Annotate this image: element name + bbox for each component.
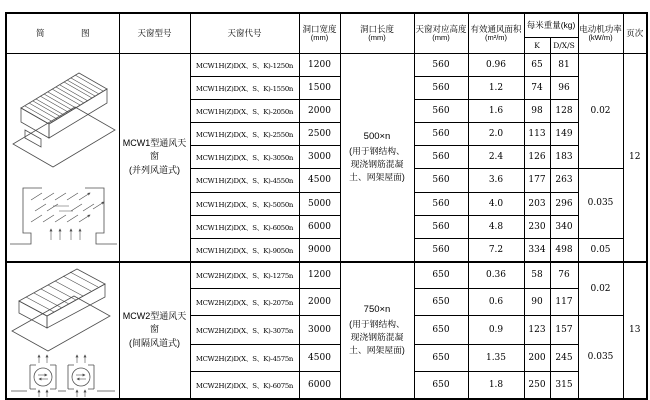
header-weight: 每米重量(kg) (524, 13, 578, 37)
cell-width: 6000 (299, 216, 340, 239)
cell-weight-k: 90 (524, 289, 550, 316)
mcw1-length-cell (340, 53, 414, 262)
header-opening-length (340, 13, 414, 53)
mcw1-length-note-1: (用于钢结构、 (349, 146, 405, 157)
cell-height: 560 (414, 99, 468, 122)
cell-code: MCW1H(Z)D(X、S、K)-1250n (190, 53, 299, 76)
mcw1-length-note-3: 土、网架屋面) (349, 171, 405, 182)
mcw2-length-note-2: 现浇钢筋混凝 (350, 332, 404, 342)
cell-width: 2500 (299, 122, 340, 145)
skylight-spec-table (5, 12, 648, 400)
header-weight-k: K (524, 37, 550, 53)
cell-weight-dxs: 76 (550, 262, 578, 289)
cell-code: MCW1H(Z)D(X、S、K)-3050n (190, 145, 299, 168)
cell-code: MCW2H(Z)D(X、S、K)-6075n (190, 372, 299, 399)
header-opening-length-label: 洞口长度 (359, 24, 394, 35)
cell-weight-dxs: 96 (550, 76, 578, 99)
cell-weight-k: 250 (524, 372, 550, 399)
cell-height: 560 (414, 122, 468, 145)
cell-weight-dxs: 81 (550, 53, 578, 76)
cell-code: MCW1H(Z)D(X、S、K)-1550n (190, 76, 299, 99)
header-weight-dxs: D/X/S (550, 37, 578, 53)
cell-width: 2000 (299, 289, 340, 316)
header-window-height-unit: (mm) (432, 33, 450, 43)
cell-code: MCW1H(Z)D(X、S、K)-2050n (190, 99, 299, 122)
cell-weight-k: 74 (524, 76, 550, 99)
mcw1-motor-power-1: 0.02 (578, 53, 623, 168)
mcw2-length-cell (340, 262, 414, 399)
mcw1-motor-power-3: 0.05 (578, 239, 623, 262)
mcw2-model-name: MCW2型通风天窗 (122, 310, 187, 335)
mcw2-motor-power-1: 0.02 (578, 262, 623, 316)
cell-weight-k: 58 (524, 262, 550, 289)
header-opening-length-unit: (mm) (368, 33, 386, 43)
cell-area: 4.0 (468, 193, 524, 216)
cell-width: 1500 (299, 76, 340, 99)
table-header (6, 13, 647, 53)
cell-height: 650 (414, 289, 468, 316)
cell-height: 650 (414, 316, 468, 345)
cell-weight-k: 200 (524, 345, 550, 372)
cell-height: 650 (414, 262, 468, 289)
header-vent-area-label: 有效通风面积 (470, 24, 522, 35)
cell-weight-k: 177 (524, 168, 550, 193)
mcw2-model-cell (119, 262, 190, 399)
header-opening-width-unit: (mm) (310, 33, 329, 43)
cell-weight-dxs: 340 (550, 216, 578, 239)
cell-height: 560 (414, 145, 468, 168)
cell-weight-dxs: 128 (550, 99, 578, 122)
mcw1-isometric-and-section-diagram (7, 54, 119, 261)
header-window-height (414, 13, 468, 53)
mcw1-model-cell (119, 53, 190, 262)
mcw2-length-value: 750×n (363, 304, 391, 316)
mcw1-model-subtype: (并列风道式) (129, 164, 180, 175)
cell-area: 4.8 (468, 216, 524, 239)
cell-width: 9000 (299, 239, 340, 262)
header-window-height-label: 天窗对应高度 (415, 24, 467, 35)
cell-weight-k: 334 (524, 239, 550, 262)
cell-weight-k: 126 (524, 145, 550, 168)
cell-weight-dxs: 157 (550, 316, 578, 345)
cell-code: MCW1H(Z)D(X、S、K)-6050n (190, 216, 299, 239)
header-code: 天窗代号 (190, 13, 299, 53)
header-vent-area (468, 13, 524, 53)
header-page: 页次 (623, 13, 647, 53)
cell-weight-dxs: 315 (550, 372, 578, 399)
mcw2-isometric-and-section-diagram (7, 263, 119, 398)
cell-code: MCW2H(Z)D(X、S、K)-4575n (190, 345, 299, 372)
header-model: 天窗型号 (119, 13, 190, 53)
cell-code: MCW2H(Z)D(X、S、K)-3075n (190, 316, 299, 345)
cell-weight-k: 65 (524, 53, 550, 76)
cell-height: 560 (414, 53, 468, 76)
cell-code: MCW1H(Z)D(X、S、K)-4550n (190, 168, 299, 193)
cell-height: 560 (414, 193, 468, 216)
cell-weight-dxs: 498 (550, 239, 578, 262)
cell-weight-dxs: 296 (550, 193, 578, 216)
cell-width: 1200 (299, 262, 340, 289)
cell-weight-dxs: 245 (550, 345, 578, 372)
mcw1-motor-power-2: 0.035 (578, 168, 623, 239)
cell-height: 560 (414, 76, 468, 99)
cell-code: MCW1H(Z)D(X、S、K)-2550n (190, 122, 299, 145)
cell-area: 3.6 (468, 168, 524, 193)
mcw2-motor-power-2: 0.035 (578, 316, 623, 399)
header-motor-power-label: 电动机功率 (579, 24, 622, 35)
cell-weight-k: 203 (524, 193, 550, 216)
cell-code: MCW1H(Z)D(X、S、K)-9050n (190, 239, 299, 262)
mcw1-model-name: MCW1型通风天窗 (122, 137, 187, 162)
cell-area: 2.0 (468, 122, 524, 145)
cell-code: MCW2H(Z)D(X、S、K)-1275n (190, 262, 299, 289)
cell-area: 0.6 (468, 289, 524, 316)
cell-weight-k: 98 (524, 99, 550, 122)
header-opening-width-label: 洞口宽度 (302, 24, 337, 35)
mcw2-length-note-1: (用于钢结构、 (349, 319, 405, 330)
mcw1-diagram-cell (6, 53, 119, 262)
cell-area: 1.6 (468, 99, 524, 122)
cell-width: 4500 (299, 345, 340, 372)
mcw2-diagram-cell (6, 262, 119, 399)
table-body (6, 53, 647, 399)
cell-width: 3000 (299, 316, 340, 345)
cell-code: MCW2H(Z)D(X、S、K)-2075n (190, 289, 299, 316)
cell-area: 1.2 (468, 76, 524, 99)
cell-width: 5000 (299, 193, 340, 216)
cell-height: 650 (414, 345, 468, 372)
cell-weight-dxs: 263 (550, 168, 578, 193)
cell-weight-dxs: 183 (550, 145, 578, 168)
header-row-1 (6, 13, 647, 37)
cell-width: 6000 (299, 372, 340, 399)
cell-weight-k: 230 (524, 216, 550, 239)
header-diagram: 简 图 (6, 13, 119, 53)
mcw2-model-subtype: (间隔风道式) (129, 337, 180, 348)
cell-weight-dxs: 117 (550, 289, 578, 316)
cell-height: 560 (414, 168, 468, 193)
cell-area: 0.96 (468, 53, 524, 76)
header-motor-power-unit: (kW/m) (588, 33, 613, 43)
cell-height: 650 (414, 372, 468, 399)
header-vent-area-unit: (m²/m) (484, 33, 508, 43)
cell-area: 1.8 (468, 372, 524, 399)
mcw1-length-note-2: 现浇钢筋混凝 (350, 159, 404, 169)
cell-height: 560 (414, 216, 468, 239)
cell-weight-k: 113 (524, 122, 550, 145)
mcw2-length-note-3: 土、网架屋面) (349, 344, 405, 355)
header-motor-power (578, 13, 623, 53)
table-row (6, 262, 647, 289)
cell-area: 2.4 (468, 145, 524, 168)
cell-area: 0.9 (468, 316, 524, 345)
mcw2-page-ref: 13 (623, 262, 647, 399)
cell-weight-k: 123 (524, 316, 550, 345)
cell-height: 560 (414, 239, 468, 262)
table-row (6, 53, 647, 76)
mcw1-length-value: 500×n (363, 131, 391, 143)
cell-width: 2000 (299, 99, 340, 122)
cell-width: 3000 (299, 145, 340, 168)
cell-area: 1.35 (468, 345, 524, 372)
cell-area: 7.2 (468, 239, 524, 262)
mcw1-page-ref: 12 (623, 53, 647, 262)
cell-width: 4500 (299, 168, 340, 193)
cell-weight-dxs: 149 (550, 122, 578, 145)
cell-code: MCW1H(Z)D(X、S、K)-5050n (190, 193, 299, 216)
header-opening-width (299, 13, 340, 53)
cell-area: 0.36 (468, 262, 524, 289)
cell-width: 1200 (299, 53, 340, 76)
